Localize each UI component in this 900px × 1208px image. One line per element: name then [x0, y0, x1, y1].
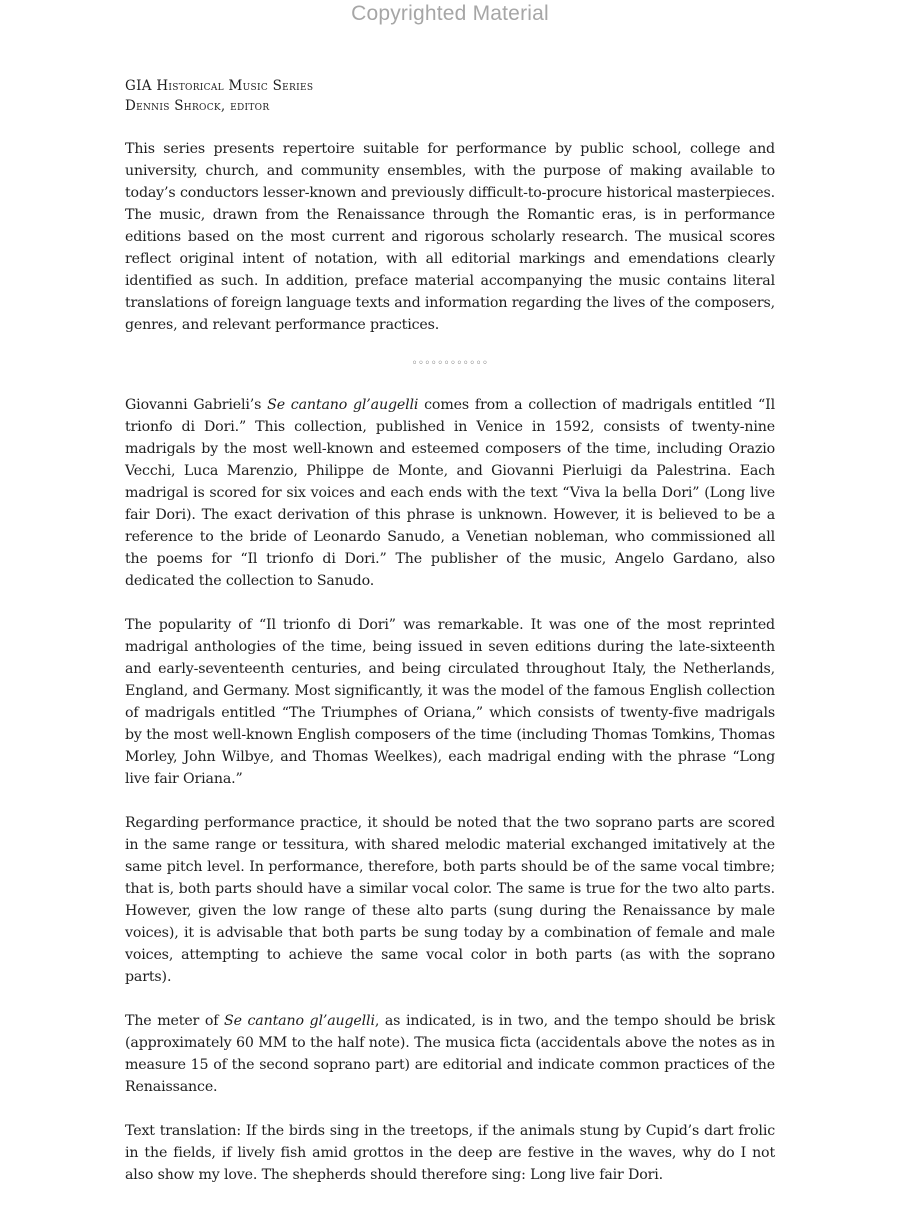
paragraph-performance-practice: Regarding performance practice, it should be noted that the two soprano parts are scored in the same range or tessitura, with shared melodic material exchanged imitatively at the same pitch level. In performance, therefore, both parts should be of the same vocal timbre; that is, both parts should have a similar vocal color. The same is true for the two alto parts. However, given the low range of these alto parts (sung during the Renaissance by male voices), it is advisable that both parts be sung today by a combination of female and male voices, attempting to achieve the same vocal color in both parts (as with the soprano parts). — [125, 815, 775, 985]
paragraph-text-translation: Text translation: If the birds sing in the treetops, if the animals stung by Cupid’s dart frolic in the fields, if lively fish amid grottos in the deep are festive in the waves, why do I not also show my love. The shepherds should therefore sing: Long live fair Dori. — [125, 1123, 775, 1183]
section-divider-ornament: ◦◦◦◦◦◦◦◦◦◦◦◦ — [411, 358, 489, 369]
document-page — [125, 76, 775, 1208]
work-title: Se cantano gl’augelli — [267, 397, 419, 413]
paragraph-text: Giovanni Gabrieli’s — [125, 397, 268, 413]
work-title: Se cantano gl’augelli — [224, 1013, 375, 1029]
paragraph-text: The meter of — [125, 1013, 225, 1029]
paragraph-collection-history — [125, 394, 775, 592]
paragraph-meter-tempo — [125, 1010, 775, 1098]
series-title: GIA Historical Music Series — [125, 78, 314, 94]
copyright-watermark: Copyrighted Material — [351, 2, 549, 25]
series-description: This series presents repertoire suitable for performance by public school, college and university, church, and community ensembles, with the purpose of making available to today’s conductors lesser-known and previously difficult-to-procure historical masterpieces. The music, drawn from the Renaissance through the Romantic eras, is in performance editions based on the most current and rigorous scholarly research. The musical scores reflect original intent of notation, with all editorial markings and emendations clearly identified as such. In addition, preface material accompanying the music contains literal translations of foreign language texts and information regarding the lives of the composers, genres, and relevant performance practices. — [125, 141, 775, 333]
series-editor: Dennis Shrock, editor — [125, 98, 270, 114]
paragraph-text: , as indicated, is in two, and the tempo should be brisk (approximately 60 MM to the half note). The musica ficta (accidentals above the notes as in measure 15 of the second soprano part) are editorial and indicate common practices of the Renaissance. — [125, 1013, 775, 1095]
series-header — [125, 76, 775, 116]
paragraph-popularity: The popularity of “Il trionfo di Dori” was remarkable. It was one of the most reprinted madrigal anthologies of the time, being issued in seven editions during the late-sixteenth and early-seventeenth centuries, and being circulated throughout Italy, the Netherlands, England, and Germany. Most significantly, it was the model of the famous English collection of madrigals entitled “The Triumphes of Oriana,” which consists of twenty-five madrigals by the most well-known English composers of the time (including Thomas Tomkins, Thomas Morley, John Wilbye, and Thomas Weelkes), each madrigal ending with the phrase “Long live fair Oriana.” — [125, 617, 775, 787]
paragraph-text: comes from a collection of madrigals entitled “Il trionfo di Dori.” This collection, published in Venice in 1592, consists of twenty-nine madrigals by the most well-known and esteemed composers of the time, including Orazio Vecchi, Luca Marenzio, Philippe de Monte, and Giovanni Pierluigi da Palestrina. Each madrigal is scored for six voices and each ends with the text “Viva la bella Dori” (Long live fair Dori). The exact derivation of this phrase is unknown. However, it is believed to be a reference to the bride of Leonardo Sanudo, a Venetian nobleman, who commissioned all the poems for “Il trionfo di Dori.” The publisher of the music, Angelo Gardano, also dedicated the collection to Sanudo. — [125, 397, 775, 589]
